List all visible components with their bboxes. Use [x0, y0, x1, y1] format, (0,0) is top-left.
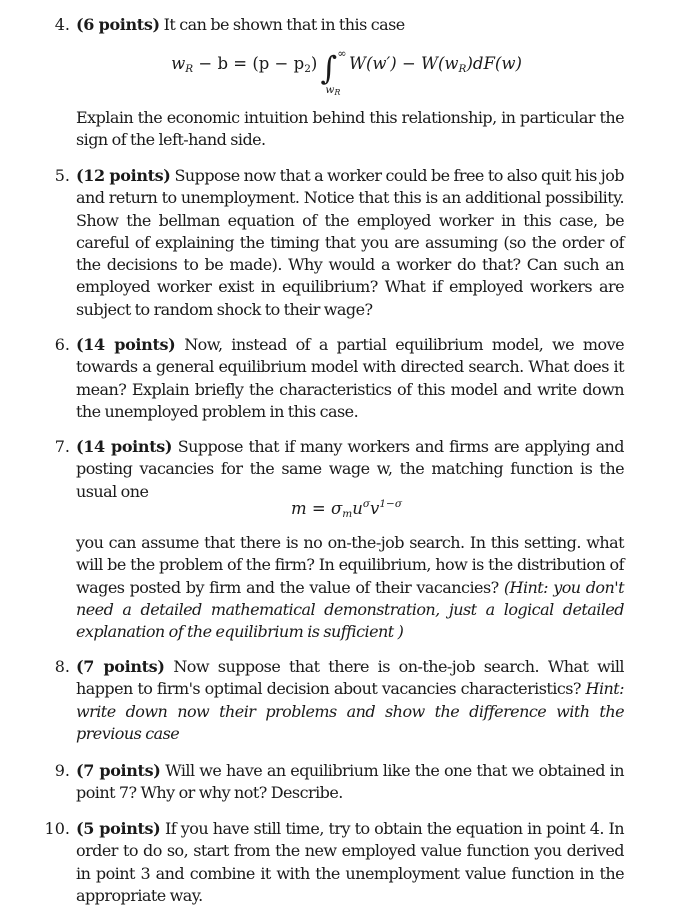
- question-number: 8.: [54, 657, 70, 676]
- question-text: (12 points) Suppose now that a worker could be free to also quit his job and return to unemployment. Notice that this is an additional possibility. Show the bellman equation of the employed worker in this case, be careful of explaining the timing that you are assuming (so the order of the decisions to be made). Why would a worker do that? Can such an employed worker exist in equilibrium? What if employed workers are subject to random shock to their wage?: [76, 166, 624, 319]
- question-number: 5.: [54, 166, 70, 185]
- question-7-followup: you can assume that there is no on-the-job search. In this setting. what will be the problem of the firm? In equilibrium, how is the distribution of wages posted by firm and the value of their vacancies? (Hint: you don't need a detailed mathematical demonstration, just a logical detailed explanation of the equilibrium is sufficient ): [76, 533, 624, 642]
- question-number: 9.: [54, 761, 70, 780]
- equation-matching-function: $m = \sigma_mu^\sigma v^{1-\sigma}$: [291, 498, 402, 520]
- question-points: (7 points): [76, 761, 161, 780]
- question-hint: Hint: write down now their problems and show the difference with the previous case: [76, 679, 624, 743]
- question-points: (14 points): [76, 437, 173, 456]
- question-text: (5 points) If you have still time, try to obtain the equation in point 4. In order to do so, start from the new employed value function you derived in point 3 and combine it with the unemployment value function in the appropriate way.: [76, 819, 625, 905]
- equation-reservation-wage: $w_R - b = (p - p_2)\int$ ∞ $w_R$ $W(w') - W(w_R)dF(w)$: [171, 47, 522, 97]
- question-number: 10.: [44, 819, 70, 838]
- question-points: (14 points): [76, 335, 176, 354]
- question-number: 6.: [54, 335, 70, 354]
- question-points: (7 points): [76, 657, 165, 676]
- question-points: (6 points): [76, 15, 160, 34]
- integral-sign: ∫ ∞ $w_R$: [320, 47, 347, 97]
- question-text: (7 points) Will we have an equilibrium like the one that we obtained in point 7? Why or why not? Describe.: [76, 761, 624, 803]
- question-number: 4.: [54, 15, 70, 34]
- question-hint: (Hint: you don't need a detailed mathematical demonstration, just a logical detailed explanation of the equilibrium is sufficient ): [76, 577, 624, 642]
- question-text: (6 points) It can be shown that in this case: [76, 15, 405, 34]
- question-points: (12 points): [76, 166, 171, 185]
- question-text: (14 points) Suppose that if many workers and firms are applying and posting vacancies for the same wage w, the matching function is the usual one: [76, 437, 624, 501]
- question-text: (7 points) Now suppose that there is on-the-job search. What will happen to firm's optimal decision about vacancies characteristics? Hint: write down now their problems and show the difference with the previous case: [76, 657, 624, 743]
- question-4-followup: Explain the economic intuition behind this relationship, in particular the sign of the left-hand side.: [76, 108, 624, 150]
- question-number: 7.: [54, 437, 70, 456]
- question-points: (5 points): [76, 819, 161, 838]
- question-text: (14 points) Now, instead of a partial equilibrium model, we move towards a general equilibrium model with directed search. What does it mean? Explain briefly the characteristics of this model and write down the unemployed problem in this case.: [76, 335, 625, 421]
